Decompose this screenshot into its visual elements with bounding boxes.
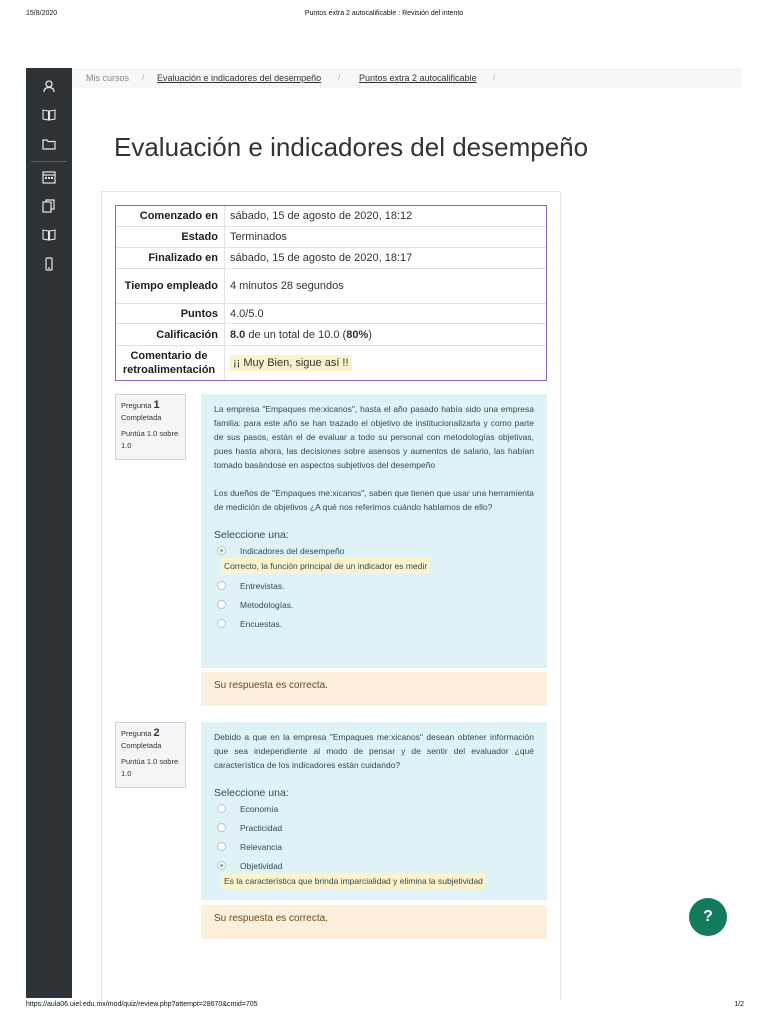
question-label: Pregunta <box>121 401 152 410</box>
select-one-prompt: Seleccione una: <box>214 787 289 799</box>
radio-unchecked[interactable] <box>217 823 226 832</box>
answer-option[interactable] <box>217 859 534 889</box>
summary-row-feedback <box>116 346 546 380</box>
grade-percent: 80% <box>346 328 369 341</box>
question-content-1 <box>201 394 547 668</box>
summary-label: Calificación <box>116 324 225 345</box>
radio-unchecked[interactable] <box>217 842 226 851</box>
summary-value: 4 minutos 28 segundos <box>230 280 344 292</box>
print-page-number: 1/2 <box>734 1001 744 1008</box>
print-url: https://aula06.uiel.edu.mx/mod/quiz/review.php?attempt=28670&cmid=705 <box>26 1001 258 1008</box>
option-label: Metodologías. <box>240 600 294 610</box>
answer-option[interactable] <box>217 598 534 612</box>
answer-option[interactable] <box>217 802 534 816</box>
breadcrumb-quiz[interactable]: Puntos extra 2 autocalificable <box>359 73 477 83</box>
radio-unchecked[interactable] <box>217 804 226 813</box>
breadcrumb-separator: / <box>493 73 496 82</box>
radio-unchecked[interactable] <box>217 619 226 628</box>
summary-value: sábado, 15 de agosto de 2020, 18:17 <box>230 252 413 264</box>
option-label: Economía <box>240 804 279 814</box>
option-label: Relevancia <box>240 842 283 852</box>
option-label: Practicidad <box>240 823 283 833</box>
radio-unchecked[interactable] <box>217 581 226 590</box>
breadcrumb-separator: / <box>338 73 341 82</box>
question-text <box>214 730 534 772</box>
breadcrumb-course[interactable]: Evaluación e indicadores del desempeño <box>157 73 322 83</box>
option-label: Entrevistas. <box>240 581 285 591</box>
summary-row-state <box>116 227 546 248</box>
summary-label: Comenzado en <box>116 206 225 226</box>
radio-checked[interactable] <box>217 546 226 555</box>
radio-unchecked[interactable] <box>217 600 226 609</box>
summary-label: Estado <box>116 227 225 247</box>
option-feedback: Es la característica que brinda imparcialidad y elimina la subjetividad <box>221 873 486 889</box>
grade-total: de un total de 10.0 ( <box>245 328 347 341</box>
summary-row-finished <box>116 248 546 269</box>
question-paragraph: Debido a que en la empresa "Empaques me:xicanos" desean obtener información que sea independiente al modo de pensar y de sentir del evaluador ¿qué característica de los indicadores están cuidando? <box>214 732 534 770</box>
folder-icon[interactable] <box>42 137 56 151</box>
feedback-highlight: ¡¡ Muy Bien, sigue así !! <box>230 355 352 371</box>
page-title: Evaluación e indicadores del desempeño <box>114 132 589 162</box>
grade-score: 8.0 <box>230 328 246 341</box>
summary-row-time <box>116 269 546 304</box>
calendar-icon[interactable] <box>42 170 56 184</box>
summary-label: Comentario de retroalimentación <box>116 346 225 380</box>
question-paragraph: Los dueños de "Empaques me:xicanos", saben que tienen que usar una herramienta de medición de objetivos ¿A qué nos referimos cuándo hablamos de ello? <box>214 488 534 512</box>
summary-value: Terminados <box>230 231 287 243</box>
sidebar-divider <box>31 161 67 162</box>
breadcrumb-separator: / <box>142 73 145 82</box>
attempt-summary-table <box>115 205 547 381</box>
question-score: Puntúa 1.0 sobre 1.0 <box>121 429 179 450</box>
answer-result-2: Su respuesta es correcta. <box>201 905 547 939</box>
option-feedback: Correcto, la función principal de un indicador es medir <box>221 558 430 574</box>
answer-option[interactable] <box>217 617 534 631</box>
summary-row-started <box>116 206 546 227</box>
summary-value: 4.0/5.0 <box>230 307 264 320</box>
summary-label: Finalizado en <box>116 248 225 268</box>
question-label: Pregunta <box>121 729 152 738</box>
help-button[interactable]: ? <box>689 898 727 936</box>
question-paragraph: La empresa "Empaques me:xicanos", hasta el año pasado había sido una empresa familia: para este año se han trazado el objetivo de institucionalizarla y como parte de sus pasos, están el de evaluar a todo su personal con metodologías objetivas, pues hasta ahora, las decisiones sobre asensos y aumentos de salario, las habían tomado basándose en aspectos subjetivos del desempeño <box>214 404 534 470</box>
option-label: Encuestas. <box>240 619 283 629</box>
radio-checked[interactable] <box>217 861 226 870</box>
summary-label: Puntos <box>116 304 225 323</box>
phone-icon[interactable] <box>42 257 56 271</box>
summary-row-grade <box>116 324 546 346</box>
answer-option[interactable] <box>217 840 534 854</box>
summary-row-points <box>116 304 546 324</box>
grade-close: ) <box>368 328 372 341</box>
user-icon[interactable] <box>42 79 56 93</box>
question-state: Completada <box>121 413 162 422</box>
copy-icon[interactable] <box>42 199 56 213</box>
question-info-2 <box>115 722 186 788</box>
answer-option[interactable] <box>217 579 534 593</box>
print-header <box>0 10 768 22</box>
question-number: 1 <box>153 399 160 411</box>
question-score: Puntúa 1.0 sobre 1.0 <box>121 757 179 778</box>
breadcrumb <box>72 68 742 88</box>
breadcrumb-my-courses[interactable]: Mis cursos <box>86 73 130 83</box>
book-icon[interactable] <box>42 228 56 242</box>
print-title: Puntos extra 2 autocalificable : Revisión del intento <box>304 10 464 17</box>
answer-result-1: Su respuesta es correcta. <box>201 672 547 706</box>
summary-value <box>225 325 377 345</box>
print-footer <box>0 1001 768 1013</box>
sidebar <box>26 68 72 998</box>
book-icon[interactable] <box>42 108 56 122</box>
question-number: 2 <box>153 727 160 739</box>
summary-value: sábado, 15 de agosto de 2020, 18:12 <box>230 210 413 222</box>
question-info-1 <box>115 394 186 460</box>
option-label: Indicadores del desempeño <box>240 546 345 556</box>
summary-value <box>225 353 357 373</box>
answer-option[interactable] <box>217 544 534 574</box>
answer-option[interactable] <box>217 821 534 835</box>
select-one-prompt: Seleccione una: <box>214 529 289 541</box>
question-content-2 <box>201 722 547 900</box>
question-text <box>214 402 534 514</box>
print-date: 15/8/2020 <box>26 10 58 17</box>
question-state: Completada <box>121 741 162 750</box>
option-label: Objetividad <box>240 861 283 871</box>
summary-label: Tiempo empleado <box>116 269 225 303</box>
